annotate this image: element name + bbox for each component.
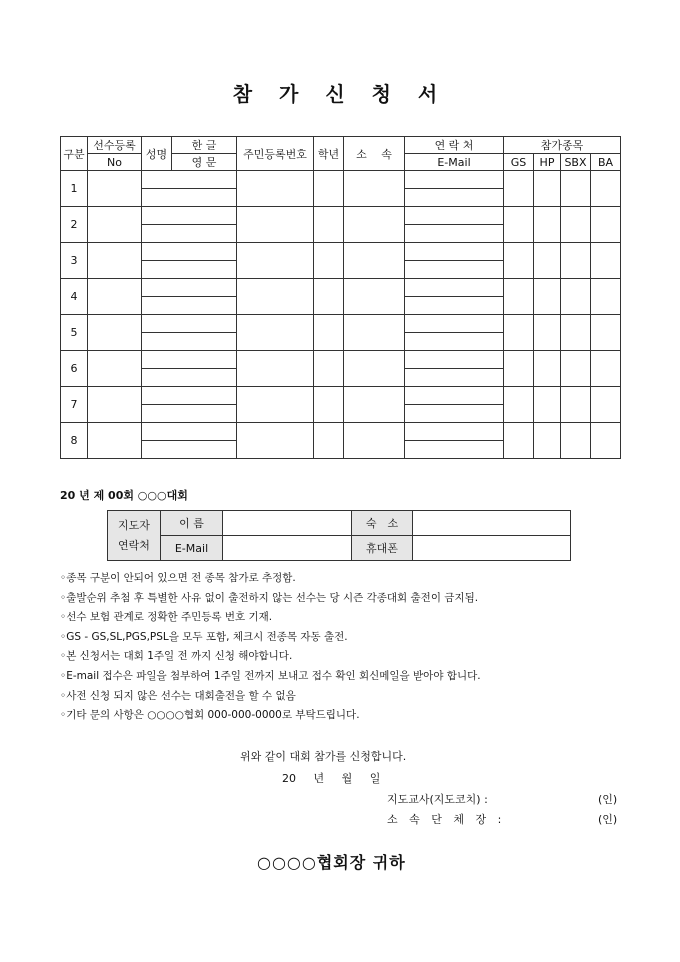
grade-field[interactable]: [314, 207, 344, 243]
row-number: 6: [61, 351, 88, 387]
ba-checkbox[interactable]: [591, 243, 621, 279]
declaration: 위와 같이 대회 참가를 신청합니다.: [240, 750, 407, 763]
korean-name-field[interactable]: [142, 279, 237, 297]
row-number: 8: [61, 423, 88, 459]
resident-no-field[interactable]: [237, 315, 314, 351]
reg-no-field[interactable]: [88, 171, 142, 207]
participant-row: [61, 207, 621, 225]
header-contact: 연 락 처: [405, 137, 504, 154]
lodging-label: 숙 소: [352, 511, 413, 536]
hp-checkbox[interactable]: [534, 423, 561, 459]
contact-field[interactable]: [405, 207, 504, 225]
row-number: 1: [61, 171, 88, 207]
korean-name-field[interactable]: [142, 351, 237, 369]
sbx-checkbox[interactable]: [561, 279, 591, 315]
grade-field[interactable]: [314, 279, 344, 315]
reg-no-field[interactable]: [88, 243, 142, 279]
grade-field[interactable]: [314, 315, 344, 351]
header-reg: 선수등록: [88, 137, 142, 154]
resident-no-field[interactable]: [237, 279, 314, 315]
email-field[interactable]: [405, 441, 504, 459]
sbx-checkbox[interactable]: [561, 243, 591, 279]
korean-name-field[interactable]: [142, 171, 237, 189]
contact-field[interactable]: [405, 171, 504, 189]
row-number: 4: [61, 279, 88, 315]
gs-checkbox[interactable]: [504, 243, 534, 279]
english-name-field[interactable]: [142, 369, 237, 387]
participant-row: [61, 315, 621, 333]
coach-email-field[interactable]: [223, 536, 352, 561]
hp-checkbox[interactable]: [534, 243, 561, 279]
email-field[interactable]: [405, 405, 504, 423]
participant-row: [61, 423, 621, 441]
row-number: 7: [61, 387, 88, 423]
sbx-checkbox[interactable]: [561, 423, 591, 459]
header-affiliation: 소 속: [344, 137, 405, 171]
page-title: 참 가 신 청 서: [232, 82, 448, 106]
reg-no-field[interactable]: [88, 207, 142, 243]
addressee: ○○○○협회장 귀하: [257, 853, 406, 872]
reg-no-field[interactable]: [88, 351, 142, 387]
ba-checkbox[interactable]: [591, 315, 621, 351]
coach-name-label: 이 름: [161, 511, 223, 536]
participant-row: [61, 351, 621, 369]
korean-name-field[interactable]: [142, 387, 237, 405]
english-name-field[interactable]: [142, 261, 237, 279]
english-name-field[interactable]: [142, 405, 237, 423]
head-signature-label: 소 속 단 체 장 :: [387, 813, 506, 826]
coach-signature-label: 지도교사(지도코치) :: [387, 793, 488, 806]
gs-checkbox[interactable]: [504, 387, 534, 423]
ba-checkbox[interactable]: [591, 279, 621, 315]
header-grade: 학년: [314, 137, 344, 171]
header-email: E-Mail: [405, 154, 504, 171]
affiliation-field[interactable]: [344, 279, 405, 315]
header-sbx: SBX: [561, 154, 591, 171]
note-item: ◦출발순위 추첨 후 특별한 사유 없이 출전하지 않는 선수는 당 시즌 각종대회 출전이 금지됨.: [60, 591, 479, 604]
header-reg-no: No: [88, 154, 142, 171]
affiliation-field[interactable]: [344, 171, 405, 207]
gs-checkbox[interactable]: [504, 171, 534, 207]
participant-row: [61, 279, 621, 297]
affiliation-field[interactable]: [344, 207, 405, 243]
note-item: ◦종목 구분이 안되어 있으면 전 종목 참가로 추정함.: [60, 572, 296, 584]
affiliation-field[interactable]: [344, 423, 405, 459]
participant-row: [61, 171, 621, 189]
contact-field[interactable]: [405, 243, 504, 261]
affiliation-field[interactable]: [344, 243, 405, 279]
ba-checkbox[interactable]: [591, 171, 621, 207]
affiliation-field[interactable]: [344, 351, 405, 387]
contact-field[interactable]: [405, 423, 504, 441]
korean-name-field[interactable]: [142, 243, 237, 261]
header-ba: BA: [591, 154, 621, 171]
reg-no-field[interactable]: [88, 423, 142, 459]
korean-name-field[interactable]: [142, 207, 237, 225]
participant-row: [61, 387, 621, 405]
note-item: ◦GS - GS,SL,PGS,PSL을 모두 포함, 체크시 전종목 자동 출전.: [60, 630, 348, 643]
english-name-field[interactable]: [142, 189, 237, 207]
email-field[interactable]: [405, 369, 504, 387]
lodging-field[interactable]: [413, 511, 571, 536]
ba-checkbox[interactable]: [591, 351, 621, 387]
resident-no-field[interactable]: [237, 387, 314, 423]
coach-contact-table: [107, 510, 571, 561]
gs-checkbox[interactable]: [504, 315, 534, 351]
email-field[interactable]: [405, 297, 504, 315]
gs-checkbox[interactable]: [504, 351, 534, 387]
contact-field[interactable]: [405, 315, 504, 333]
ba-checkbox[interactable]: [591, 423, 621, 459]
email-field[interactable]: [405, 225, 504, 243]
resident-no-field[interactable]: [237, 351, 314, 387]
affiliation-field[interactable]: [344, 315, 405, 351]
header-hp: HP: [534, 154, 561, 171]
gs-checkbox[interactable]: [504, 423, 534, 459]
affiliation-field[interactable]: [344, 387, 405, 423]
sbx-checkbox[interactable]: [561, 207, 591, 243]
contact-field[interactable]: [405, 351, 504, 369]
grade-field[interactable]: [314, 387, 344, 423]
header-english: 영 문: [172, 154, 237, 171]
note-item: ◦E-mail 접수은 파일을 첨부하여 1주일 전까지 보내고 접수 확인 회신메일을 받아야 합니다.: [60, 669, 481, 682]
reg-no-field[interactable]: [88, 387, 142, 423]
english-name-field[interactable]: [142, 297, 237, 315]
coach-seal: (인): [598, 793, 618, 806]
header-resident-no: 주민등록번호: [237, 137, 314, 171]
email-field[interactable]: [405, 261, 504, 279]
row-number: 5: [61, 315, 88, 351]
phone-field[interactable]: [413, 536, 571, 561]
gs-checkbox[interactable]: [504, 279, 534, 315]
korean-name-field[interactable]: [142, 423, 237, 441]
notes-list: [60, 569, 481, 726]
participant-table: [60, 136, 621, 459]
phone-label: 휴대폰: [352, 536, 413, 561]
reg-no-field[interactable]: [88, 315, 142, 351]
ba-checkbox[interactable]: [591, 207, 621, 243]
english-name-field[interactable]: [142, 333, 237, 351]
coach-name-field[interactable]: [223, 511, 352, 536]
date-line: 20 년 월 일: [282, 772, 381, 785]
note-item: ◦선수 보험 관계로 정확한 주민등록 번호 기재.: [60, 611, 273, 624]
row-number: 2: [61, 207, 88, 243]
email-field[interactable]: [405, 189, 504, 207]
grade-field[interactable]: [314, 171, 344, 207]
email-field[interactable]: [405, 333, 504, 351]
hp-checkbox[interactable]: [534, 171, 561, 207]
hp-checkbox[interactable]: [534, 315, 561, 351]
english-name-field[interactable]: [142, 441, 237, 459]
sbx-checkbox[interactable]: [561, 387, 591, 423]
contact-field[interactable]: [405, 279, 504, 297]
reg-no-field[interactable]: [88, 279, 142, 315]
header-korean: 한 글: [172, 137, 237, 154]
contest-title: 20 년 제 00회 ○○○대회: [60, 489, 188, 502]
sbx-checkbox[interactable]: [561, 351, 591, 387]
hp-checkbox[interactable]: [534, 387, 561, 423]
note-item: ◦본 신청서는 대회 1주일 전 까지 신청 해야합니다.: [60, 650, 293, 663]
resident-no-field[interactable]: [237, 207, 314, 243]
grade-field[interactable]: [314, 243, 344, 279]
note-item: ◦사전 신청 되지 않은 선수는 대회출전을 할 수 없음: [60, 689, 296, 702]
resident-no-field[interactable]: [237, 171, 314, 207]
grade-field[interactable]: [314, 351, 344, 387]
header-events: 참가종목: [504, 137, 621, 154]
hp-checkbox[interactable]: [534, 207, 561, 243]
note-item: ◦기타 문의 사항은 ○○○○협회 000-000-0000로 부탁드립니다.: [60, 709, 360, 722]
english-name-field[interactable]: [142, 225, 237, 243]
ba-checkbox[interactable]: [591, 387, 621, 423]
contact-field[interactable]: [405, 387, 504, 405]
header-gs: GS: [504, 154, 534, 171]
hp-checkbox[interactable]: [534, 351, 561, 387]
coach-contact-label: 지도자 연락처: [108, 511, 161, 561]
gs-checkbox[interactable]: [504, 207, 534, 243]
resident-no-field[interactable]: [237, 423, 314, 459]
sbx-checkbox[interactable]: [561, 171, 591, 207]
coach-email-label: E-Mail: [161, 536, 223, 561]
resident-no-field[interactable]: [237, 243, 314, 279]
korean-name-field[interactable]: [142, 315, 237, 333]
head-seal: (인): [598, 813, 618, 826]
sbx-checkbox[interactable]: [561, 315, 591, 351]
grade-field[interactable]: [314, 423, 344, 459]
participant-row: [61, 243, 621, 261]
row-number: 3: [61, 243, 88, 279]
header-division: 구분: [61, 137, 88, 171]
hp-checkbox[interactable]: [534, 279, 561, 315]
header-name: 성명: [142, 137, 172, 171]
